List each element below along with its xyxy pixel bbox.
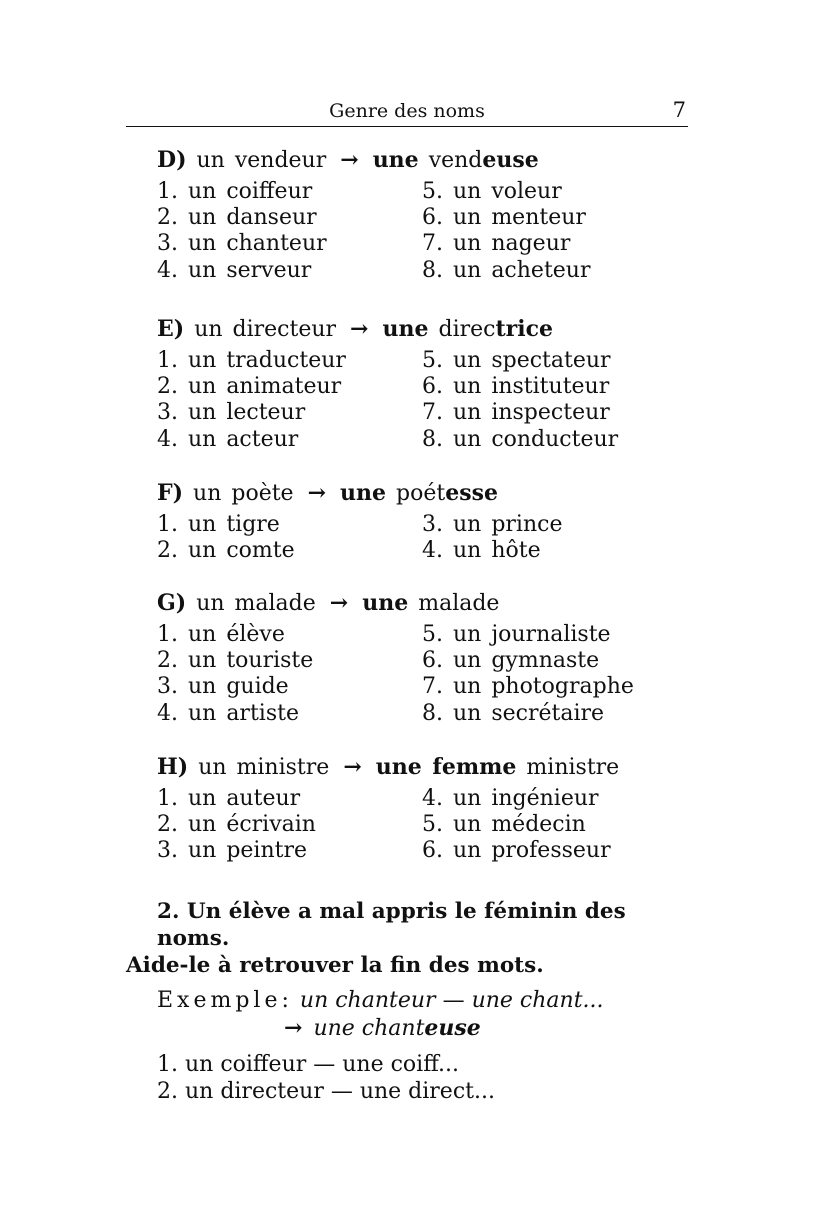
masculine-example: un malade [196, 591, 316, 616]
exercise-title-line1: 2. Un élève a mal appris le féminin des noms. [157, 899, 626, 951]
example-label: Exemple: [157, 988, 293, 1013]
section-letter: E) [157, 316, 185, 342]
word-column-left [157, 348, 346, 453]
arrow-icon: → [307, 480, 327, 506]
masculine-example: un vendeur [196, 148, 327, 173]
list-item: 6. un professeur [422, 838, 611, 864]
list-item: 3. un chanteur [157, 231, 327, 257]
word-column-right [422, 348, 618, 453]
list-item: 4. un ingénieur [422, 786, 599, 811]
section-title [157, 754, 697, 780]
list-item: 3. un guide [157, 674, 289, 700]
section-f [157, 480, 697, 564]
list-item: 2. un touriste [157, 648, 314, 674]
section-letter: F) [157, 480, 184, 506]
list-item: 6. un instituteur [422, 374, 610, 400]
list-item: 2. un directeur — une direct... [157, 1078, 495, 1104]
list-item: 4. un artiste [157, 700, 299, 726]
answer-prefix: une chant [313, 1015, 425, 1041]
section-letter: G) [157, 590, 187, 616]
page-number: 7 [672, 98, 686, 122]
feminine-word [429, 148, 539, 173]
word-column-right [422, 622, 634, 727]
list-item: 5. un voleur [422, 179, 562, 204]
list-item: 3. un prince [422, 512, 563, 537]
feminine-ending: euse [482, 147, 539, 173]
section-title [157, 590, 697, 616]
example-feminine-incomplete: une chant... [471, 988, 604, 1013]
list-item: 6. un menteur [422, 205, 586, 231]
masculine-example: un ministre [198, 755, 330, 780]
feminine-article: une [382, 316, 429, 342]
arrow-icon: → [350, 316, 369, 342]
word-column-left [157, 622, 313, 727]
page-header [126, 98, 688, 127]
list-item: 2. un comte [157, 538, 295, 564]
list-item: 1. un coiffeur — une coiff... [157, 1052, 460, 1077]
feminine-word: malade [418, 591, 500, 616]
feminine-stem: vend [428, 148, 483, 173]
masculine-example: un directeur [194, 317, 337, 342]
list-item: 1. un tigre [157, 512, 280, 537]
dash: — [442, 988, 465, 1013]
list-item: 5. un spectateur [422, 348, 611, 373]
arrow-icon: → [343, 754, 362, 780]
exercise-title-line2: Aide-le à retrouver la fin des mots. [126, 953, 544, 978]
list-item: 4. un acteur [157, 426, 299, 452]
section-h [157, 754, 697, 864]
arrow-icon: → [284, 1014, 303, 1041]
answer-ending: euse [424, 1014, 481, 1041]
list-item: 6. un gymnaste [422, 648, 600, 674]
list-item: 2. un danseur [157, 205, 317, 231]
example-answer [313, 1016, 480, 1041]
list-item: 8. un secrétaire [422, 700, 605, 726]
feminine-article: une femme [375, 754, 517, 780]
example-answer-line [126, 1015, 691, 1043]
feminine-ending: trice [495, 316, 553, 342]
list-item: 1. un auteur [157, 786, 301, 811]
feminine-stem: direc [438, 317, 496, 342]
feminine-word [438, 317, 553, 342]
list-item: 1. un traducteur [157, 348, 346, 373]
feminine-stem: poét [396, 481, 446, 506]
list-item: 1. un élève [157, 622, 285, 647]
arrow-icon: → [340, 147, 359, 173]
feminine-article: une [362, 590, 409, 616]
word-column-right [422, 786, 611, 865]
section-g [157, 590, 697, 726]
section-title [157, 316, 697, 342]
word-column-left [157, 786, 316, 865]
list-item: 7. un nageur [422, 231, 571, 257]
exercise-2 [126, 898, 691, 1105]
list-item: 7. un inspecteur [422, 400, 610, 426]
list-item: 4. un serveur [157, 257, 312, 283]
list-item: 5. un journaliste [422, 622, 611, 647]
masculine-example: un poète [193, 481, 294, 506]
list-item: 8. un acheteur [422, 257, 591, 283]
section-title [157, 480, 697, 506]
section-d [157, 147, 697, 283]
word-column-left [157, 512, 295, 564]
list-item: 1. un coiffeur [157, 179, 313, 204]
section-title [157, 147, 697, 173]
list-item: 4. un hôte [422, 538, 541, 564]
feminine-ending: esse [445, 480, 498, 506]
section-letter: H) [157, 754, 189, 780]
feminine-word [396, 481, 498, 506]
list-item: 7. un photographe [422, 674, 634, 700]
word-column-right [422, 179, 591, 284]
list-item: 2. un écrivain [157, 812, 316, 838]
feminine-article: une [340, 480, 387, 506]
section-e [157, 316, 697, 452]
list-item: 2. un animateur [157, 374, 342, 400]
list-item: 3. un lecteur [157, 400, 306, 426]
example-masculine: un chanteur [299, 988, 436, 1013]
feminine-article: une [372, 147, 419, 173]
word-column-left [157, 179, 327, 284]
list-item: 3. un peintre [157, 838, 307, 864]
list-item: 8. un conducteur [422, 426, 619, 452]
feminine-word: ministre [526, 755, 620, 780]
running-title: Genre des noms [329, 100, 485, 122]
arrow-icon: → [329, 590, 349, 616]
section-letter: D) [157, 147, 187, 173]
example-line [126, 988, 691, 1015]
list-item: 5. un médecin [422, 812, 586, 838]
word-column-right [422, 512, 562, 564]
